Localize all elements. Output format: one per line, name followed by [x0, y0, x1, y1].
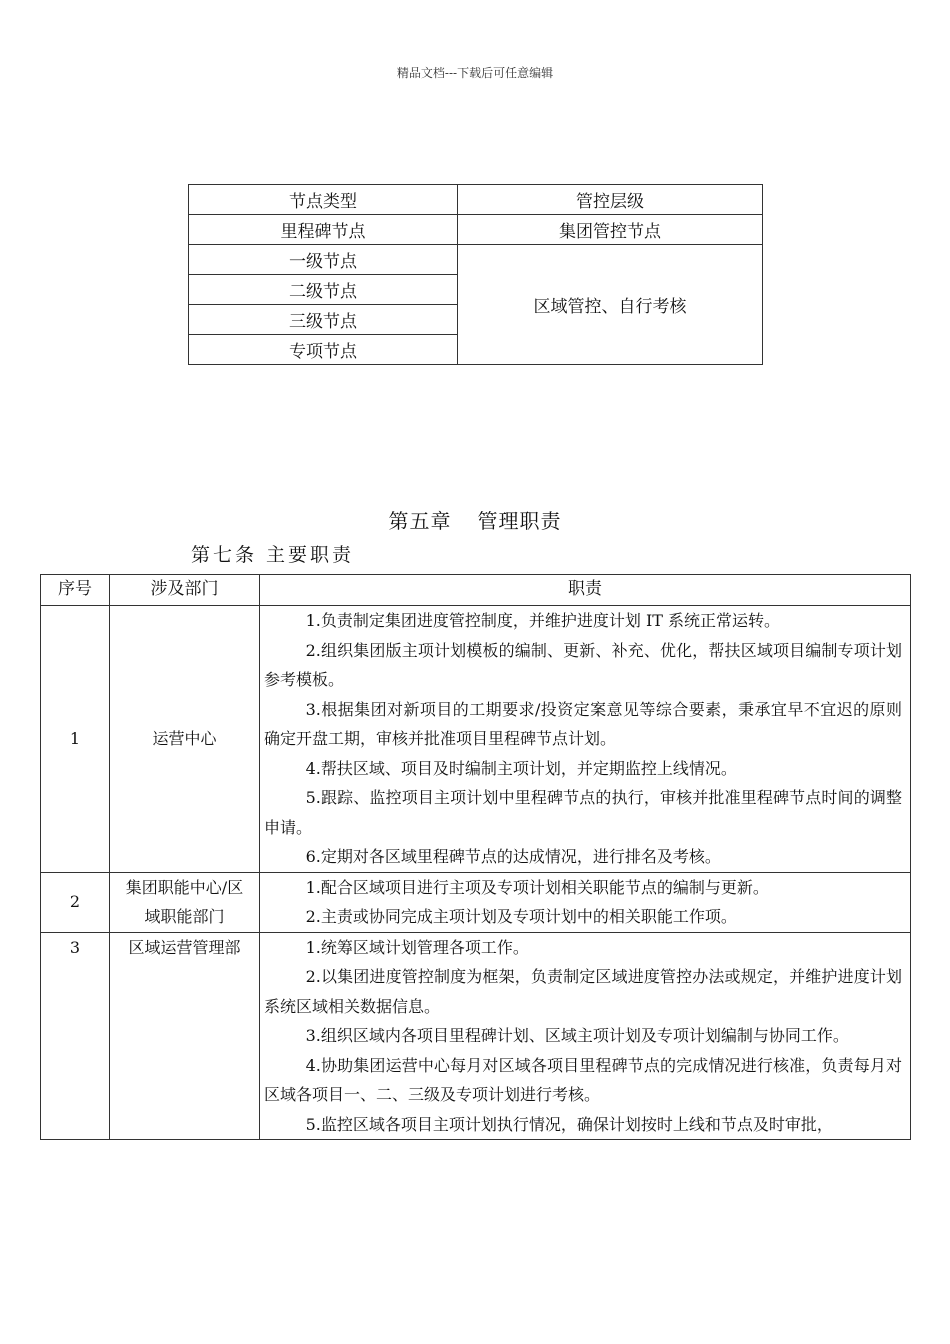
department-cell: 区域运营管理部	[110, 932, 260, 1140]
watermark-header: 精品文档---下载后可任意编辑	[396, 66, 554, 80]
department-cell: 运营中心	[110, 606, 260, 873]
table-header-row	[41, 575, 911, 606]
duty-item: 3.根据集团对新项目的工期要求/投资定案意见等综合要素，秉承宜早不宜迟的原则确定开盘工期，审核并批准项目里程碑节点计划。	[264, 699, 902, 748]
control-level-cell: 集团管控节点	[458, 215, 763, 245]
duty-item: 3.组织区域内各项目里程碑计划、区域主项计划及专项计划编制与协同工作。	[305, 1026, 849, 1045]
row-number: 1	[41, 606, 110, 873]
duty-item: 2.主责或协同完成主项计划及专项计划中的相关职能工作项。	[305, 907, 737, 926]
node-type-cell: 一级节点	[189, 245, 458, 275]
table-header-row	[189, 185, 763, 215]
duty-table	[40, 574, 911, 1140]
duties-cell	[260, 932, 911, 1140]
duty-item: 4.帮扶区域、项目及时编制主项计划，并定期监控上线情况。	[305, 758, 737, 778]
header-duties: 职责	[260, 575, 911, 606]
table-row	[41, 932, 911, 1140]
node-type-cell: 二级节点	[189, 275, 458, 305]
table-row	[189, 215, 763, 245]
duty-item: 1.配合区域项目进行主项及专项计划相关职能节点的编制与更新。	[305, 877, 769, 897]
node-type-table	[188, 184, 763, 365]
duty-item: 5.监控区域各项目主项计划执行情况，确保计划按时上线和节点及时审批，	[305, 1114, 833, 1134]
chapter-number: 第五章	[388, 509, 452, 533]
header-control-level: 管控层级	[458, 185, 763, 215]
header-number: 序号	[41, 575, 110, 606]
duties-cell	[260, 606, 911, 873]
chapter-title: 管理职责	[477, 509, 562, 533]
table-row	[41, 872, 911, 932]
article-heading: 第七条 主要职责	[191, 544, 355, 566]
table-row	[41, 606, 911, 873]
duty-item: 1.负责制定集团进度管控制度，并维护进度计划 IT 系统正常运转。	[305, 611, 781, 630]
duty-item: 2.组织集团版主项计划模板的编制、更新、补充、优化，帮扶区域项目编制专项计划参考模板。	[264, 640, 902, 689]
header-node-type: 节点类型	[189, 185, 458, 215]
node-type-cell: 专项节点	[189, 335, 458, 365]
duty-item: 4.协助集团运营中心每月对区域各项目里程碑节点的完成情况进行核准，负责每月对区域各项目一、二、三级及专项计划进行考核。	[264, 1055, 902, 1104]
duty-item: 5.跟踪、监控项目主项计划中里程碑节点的执行，审核并批准里程碑节点时间的调整申请。	[264, 788, 902, 837]
node-type-cell: 三级节点	[189, 305, 458, 335]
header-department: 涉及部门	[110, 575, 260, 606]
row-number: 2	[41, 872, 110, 932]
duties-cell	[260, 872, 911, 932]
duty-item: 2.以集团进度管控制度为框架，负责制定区域进度管控办法或规定，并维护进度计划系统区域相关数据信息。	[264, 967, 902, 1016]
merged-control-level-cell: 区域管控、自行考核	[458, 245, 763, 365]
table-row	[189, 245, 763, 275]
duty-item: 1.统筹区域计划管理各项工作。	[305, 937, 529, 957]
duty-item: 6.定期对各区域里程碑节点的达成情况，进行排名及考核。	[305, 847, 721, 866]
row-number: 3	[41, 932, 110, 1140]
department-cell: 集团职能中心/区域职能部门	[110, 872, 260, 932]
node-type-cell: 里程碑节点	[189, 215, 458, 245]
chapter-heading	[0, 505, 950, 534]
